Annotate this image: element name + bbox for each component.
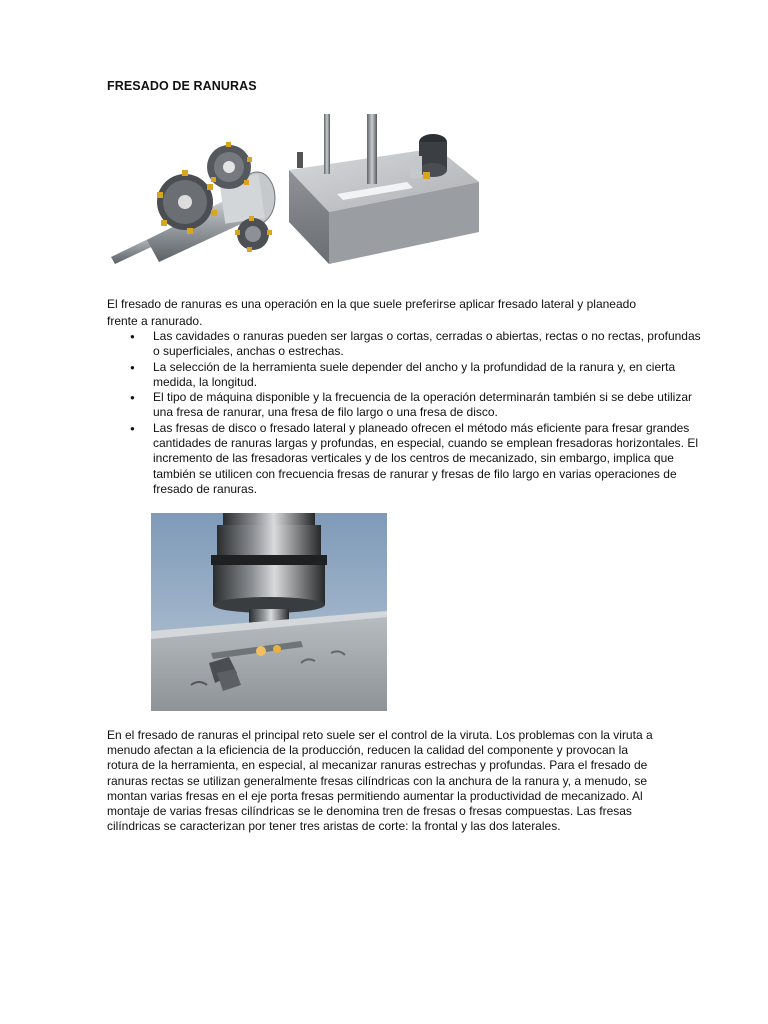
document-title: FRESADO DE RANURAS	[107, 79, 257, 93]
chip-control-paragraph: En el fresado de ranuras el principal reto suele ser el control de la viruta. Los problemas con la viruta a menudo afectan a la eficiencia de la producción, reducen la calidad del componente y provocan la rotura de la herramienta, en especial, al mecanizar ranuras estrechas y profundas. Para el fresado de ranuras rectas se utilizan generalmente fresas cilíndricas con la anchura de la ranura y, a menudo, se montan varias fresas en el eje porta fresas permitiendo aumentar la productividad de mecanizado. Al montaje de varias fresas cilíndricas se le denomina tren de fresas o fresas compuestas. Las fresas cilíndricas se caracterizan por tener tres aristas de corte: la frontal y las dos laterales.	[107, 728, 653, 834]
milling-spindle-photo	[151, 513, 387, 711]
list-item: ● El tipo de máquina disponible y la frecuencia de la operación determinarán también si se debe utilizar una fresa de ranurar, una fresa de filo largo o una fresa de disco.	[153, 390, 708, 421]
workpiece-block	[289, 148, 479, 264]
disc-cutter-top	[207, 142, 252, 189]
list-item: ● Las cavidades o ranuras pueden ser largas o cortas, cerradas o abiertas, rectas o no rectas, profundas o superficiales, anchas o estrechas.	[153, 329, 708, 360]
disc-cutter-illustration	[107, 112, 481, 272]
bullet-list	[107, 329, 708, 497]
intro-paragraph: El fresado de ranuras es una operación en la que suele preferirse aplicar fresado lateral y planeado frente a ranurado.	[107, 297, 636, 328]
list-item: ● La selección de la herramienta suele depender del ancho y la profundidad de la ranura y, en cierta medida, la longitud.	[153, 360, 708, 391]
list-item: ● Las fresas de disco o fresado lateral y planeado ofrecen el método más eficiente para fresar grandes cantidades de ranuras largas y profundas, en especial, cuando se emplean fresadoras horizontales. El incremento de las fresadoras verticales y de los centros de mecanizado, sin embargo, implica que también se utilicen con frecuencia fresas de ranurar y fresas de filo largo en varias operaciones de fresado de ranuras.	[153, 421, 708, 497]
